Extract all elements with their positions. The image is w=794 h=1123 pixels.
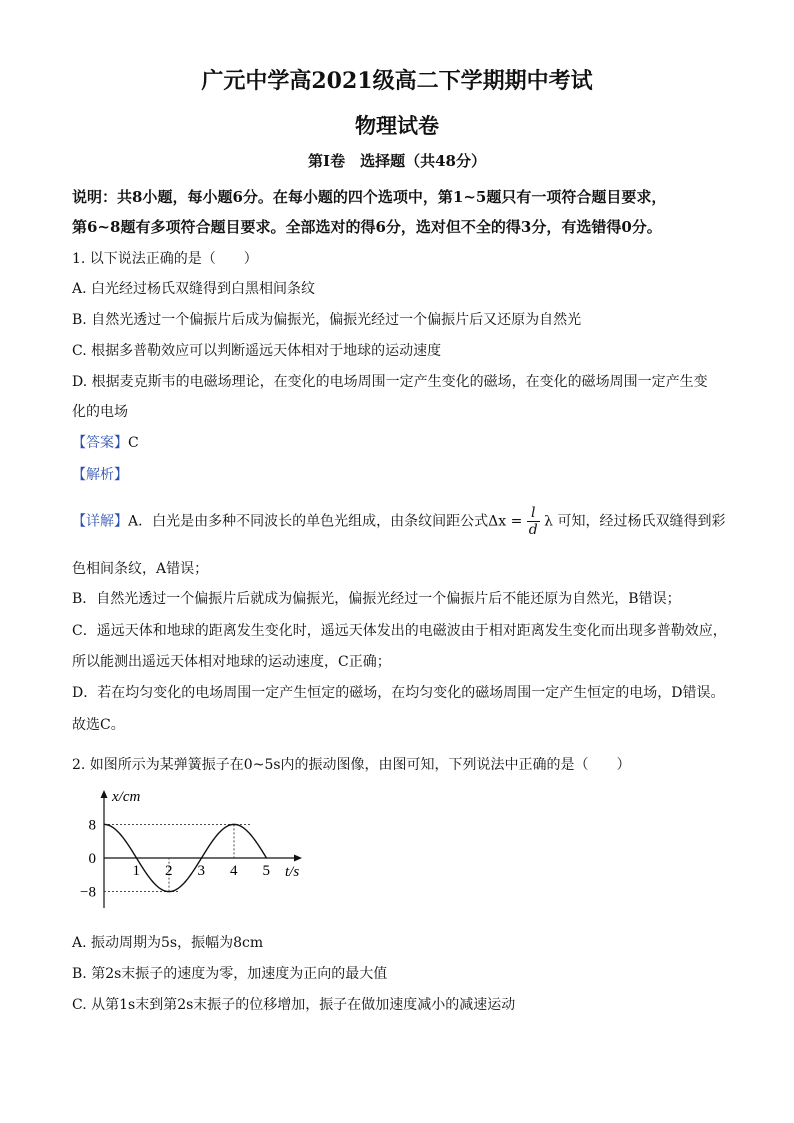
fraction-numerator: l [527, 505, 540, 522]
data-point [233, 824, 234, 825]
q1-option-d-line1: D. 根据麦克斯韦的电磁场理论，在变化的电场周围一定产生变化的磁场，在变化的磁场周围一定产生变 [72, 374, 708, 390]
x-axis-arrow [294, 855, 302, 862]
detail-tag: 【详解】 [72, 513, 128, 530]
vibration-graph [70, 786, 320, 916]
instructions-line-2: 第6~8题有多项符合题目要求。全部选对的得6分，选对但不全的得3分，有选错得0分。 [72, 218, 662, 236]
y-axis-label: x/cm [112, 789, 141, 805]
detail-c-line1: C．遥远天体和地球的距离发生变化时，遥远天体发出的电磁波由于相对距离发生变化而出现多普勒效应， [72, 623, 727, 639]
data-point [250, 834, 251, 835]
exam-title: 广元中学高2021级高二下学期期中考试 [201, 68, 593, 94]
x-tick-label: 1 [132, 863, 140, 879]
y-tick-label: −8 [80, 884, 96, 901]
q2-stem: 2. 如图所示为某弹簧振子在0~5s内的振动图像，由图可知，下列说法中正确的是（ ） [72, 757, 631, 773]
y-axis-arrow [101, 790, 108, 798]
detail-a-line1 [72, 505, 726, 538]
x-tick-label: 5 [262, 863, 270, 879]
subject-title: 物理试卷 [355, 113, 439, 138]
data-point [201, 857, 202, 858]
x-tick-label: 3 [197, 863, 205, 879]
conclusion: 故选C。 [72, 717, 125, 733]
q2-option-b: B. 第2s末振子的速度为零，加速度为正向的最大值 [72, 966, 388, 982]
q1-stem: 1. 以下说法正确的是（ ） [72, 251, 258, 267]
answer-row [72, 432, 139, 452]
y-tick-label: 8 [88, 817, 96, 834]
fringe-formula-fraction [527, 505, 540, 538]
data-point [103, 824, 104, 825]
data-point [266, 857, 267, 858]
detail-a-pre: A．白光是由多种不同波长的单色光组成，由条纹间距公式Δx = [128, 513, 523, 530]
section-heading: 第I卷 选择题（共48分） [308, 152, 486, 170]
detail-c-line2: 所以能测出遥远天体相对地球的运动速度，C正确； [72, 654, 391, 670]
instructions-line-1: 说明：共8小题，每小题6分。在每小题的四个选项中，第1~5题只有一项符合题目要求， [72, 188, 667, 206]
fraction-denominator: d [528, 522, 538, 538]
data-point [217, 834, 218, 835]
q2-option-a: A. 振动周期为5s，振幅为8cm [72, 935, 264, 951]
q1-option-c: C. 根据多普勒效应可以判断遥远天体相对于地球的运动速度 [72, 343, 442, 359]
x-tick-label: 4 [230, 863, 238, 879]
y-tick-label: 0 [88, 851, 96, 867]
data-point [168, 891, 169, 892]
detail-d: D．若在均匀变化的电场周围一定产生恒定的磁场，在均匀变化的磁场周围一定产生恒定的电场，D错误。 [72, 685, 725, 701]
detail-a-post: λ 可知，经过杨氏双缝得到彩 [544, 513, 726, 530]
data-point [185, 881, 186, 882]
analysis-tag: 【解析】 [72, 467, 128, 483]
detail-b: B．自然光透过一个偏振片后就成为偏振光，偏振光经过一个偏振片后不能还原为自然光，B错误； [72, 591, 681, 607]
q1-option-b: B. 自然光透过一个偏振片后成为偏振光，偏振光经过一个偏振片后又还原为自然光 [72, 312, 582, 328]
q1-option-d-line2: 化的电场 [72, 404, 128, 420]
data-point [152, 881, 153, 882]
q2-option-c: C. 从第1s末到第2s末振子的位移增加，振子在做加速度减小的减速运动 [72, 997, 516, 1013]
q1-option-a: A. 白光经过杨氏双缝得到白黑相间条纹 [72, 281, 316, 297]
detail-a-line2: 色相间条纹，A错误； [72, 561, 209, 577]
data-point [136, 857, 137, 858]
x-tick-label: 2 [165, 863, 173, 879]
data-point [120, 834, 121, 835]
answer-value: C [128, 435, 139, 451]
answer-tag: 【答案】 [72, 435, 128, 451]
x-axis-label: t/s [285, 864, 300, 880]
